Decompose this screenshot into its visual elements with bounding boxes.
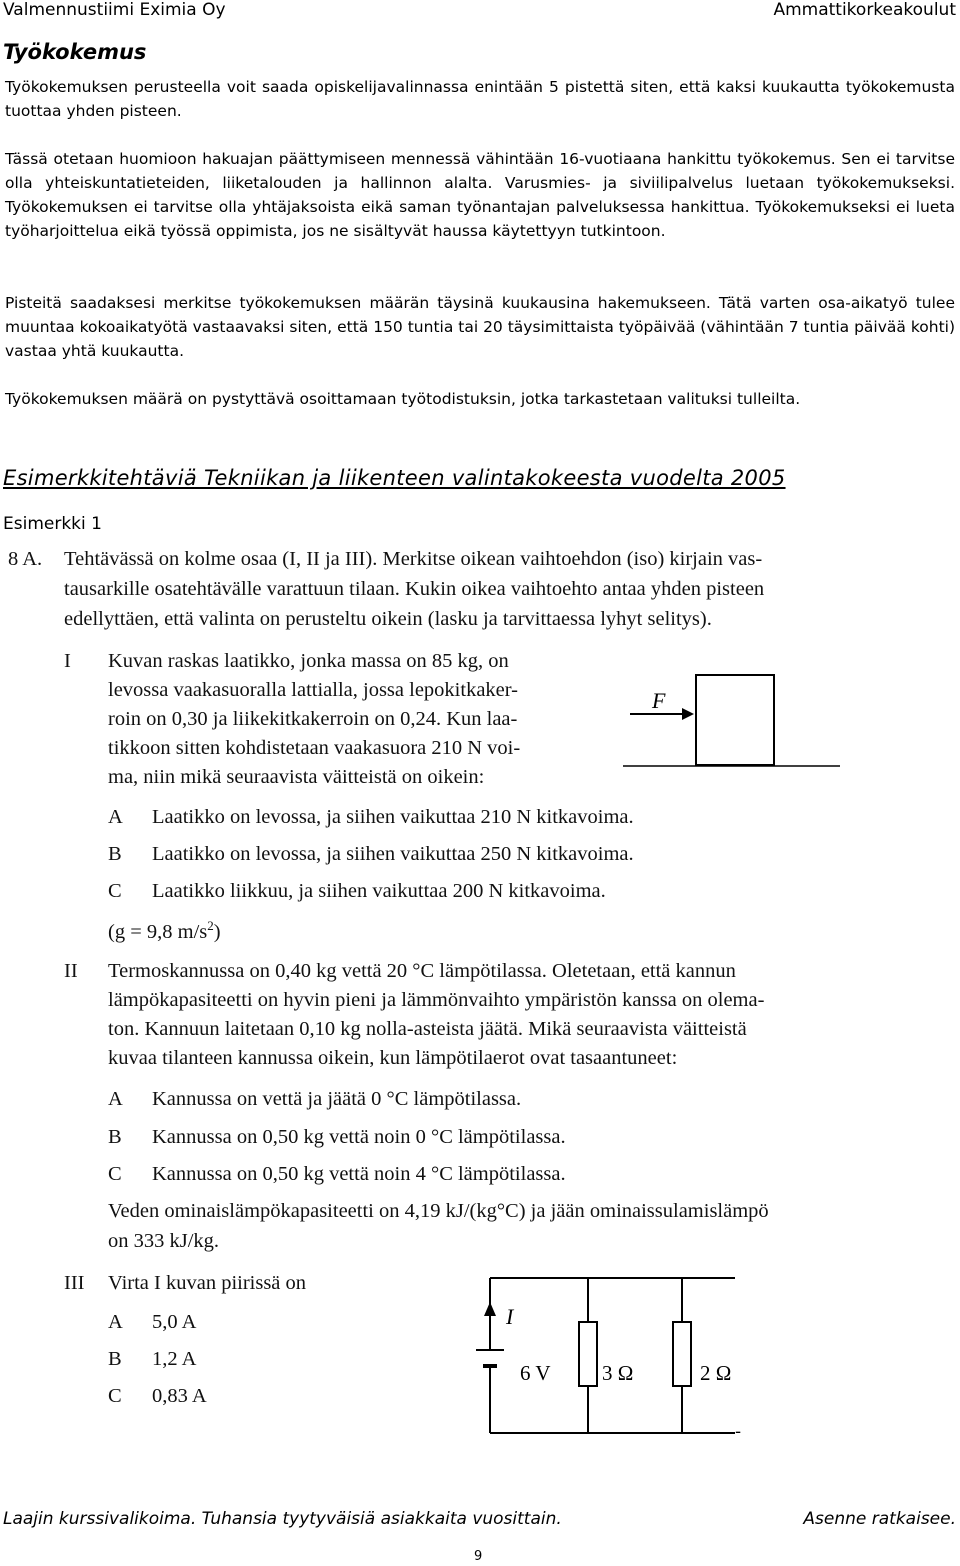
- footer-tagline: Asenne ratkaisee.: [803, 1509, 956, 1529]
- part-2-option-b: Kannussa on 0,50 kg vettä noin 0 °C lämpötilassa.: [152, 1126, 566, 1148]
- section-title: Työkokemus: [3, 40, 147, 64]
- part-1-option-c-letter: C: [108, 880, 122, 902]
- part-2-number: II: [64, 960, 78, 982]
- task-intro-line-3: edellyttäen, että valinta on perusteltu oikein (lasku ja tarvittaessa lyhyt selitys).: [64, 608, 712, 630]
- part-2-option-a: Kannussa on vettä ja jäätä 0 °C lämpötilassa.: [152, 1088, 522, 1110]
- part-2-note-1: Veden ominaislämpökapasiteetti on 4,19 kJ/(kg°C) ja jään ominaissulamislämpö: [108, 1200, 769, 1222]
- part-3-option-c-letter: C: [108, 1385, 122, 1407]
- part-1-line-4: tikkoon sitten kohdistetaan vaakasuora 210 N voi-: [108, 737, 521, 759]
- part-1-option-b-letter: B: [108, 843, 122, 865]
- paragraph-2: Tässä otetaan huomioon hakuajan päättymiseen mennessä vähintään 16-vuotiaana hankittu työkokemus. Sen ei tarvitse olla yhteiskuntatieteiden, liiketalouden ja hallinnon alalta. Varusmies- ja siviilipalvelus luetaan työkokemukseksi. Työkokemuksen ei tarvitse olla yhtäjaksoista eikä saman työnantajan palveluksessa hankittua. Työkokemukseksi ei lueta työharjoittelua eikä työssä oppimista, jos ne sisältyvät haussa käytettyyn tutkintoon.: [5, 150, 955, 240]
- part-2-option-b-letter: B: [108, 1126, 122, 1148]
- task-intro-line-1: Tehtävässä on kolme osaa (I, II ja III). Merkitse oikean vaihtoehdon (iso) kirjain vas-: [64, 548, 763, 570]
- header-institution: Ammattikorkeakoulut: [773, 0, 956, 20]
- part-1-option-a-letter: A: [108, 806, 123, 828]
- part-1-number: I: [64, 650, 71, 672]
- stray-dash: -: [735, 1422, 742, 1442]
- part-2-line-3: ton. Kannuun laitetaan 0,10 kg nolla-asteista jäätä. Mikä seuraavista väitteistä: [108, 1018, 747, 1040]
- task-number: 8 A.: [8, 548, 43, 570]
- part-1-line-2: levossa vaakasuoralla lattialla, jossa lepokitkaker-: [108, 679, 519, 701]
- part-2-option-c-letter: C: [108, 1163, 122, 1185]
- box-force-diagram: [620, 668, 845, 768]
- examples-title: Esimerkkitehtäviä Tekniikan ja liikenteen valintakokeesta vuodelta 2005: [3, 466, 786, 490]
- task-intro-line-2: tausarkille osatehtävälle varattuun tilaan. Kukin oikea vaihtoehto antaa yhden pisteen: [64, 578, 765, 600]
- paragraph-1: Työkokemuksen perusteella voit saada opiskelijavalinnassa enintään 5 pistettä siten, että kaksi kuukautta työkokemusta tuottaa yhden pisteen.: [5, 78, 955, 120]
- part-1-option-a: Laatikko on levossa, ja siihen vaikuttaa 210 N kitkavoima.: [152, 806, 634, 828]
- part-3-number: III: [64, 1272, 85, 1294]
- part-2-line-1: Termoskannussa on 0,40 kg vettä 20 °C lämpötilassa. Oletetaan, että kannun: [108, 960, 736, 982]
- part-1-line-3: roin on 0,30 ja liikekitkakerroin on 0,24. Kun laa-: [108, 708, 518, 730]
- part-2-note-2: on 333 kJ/kg.: [108, 1230, 220, 1252]
- part-1-option-b: Laatikko on levossa, ja siihen vaikuttaa 250 N kitkavoima.: [152, 843, 634, 865]
- part-2-option-a-letter: A: [108, 1088, 123, 1110]
- exam-task: [0, 538, 960, 1438]
- page-number: 9: [474, 1549, 483, 1564]
- part-1-gravity-note: (g = 9,8 $m/s^2$): [108, 918, 221, 943]
- part-3-line-1: Virta I kuvan piirissä on: [108, 1272, 307, 1294]
- circuit-diagram: [470, 1268, 760, 1443]
- part-1-line-1: Kuvan raskas laatikko, jonka massa on 85 kg, on: [108, 650, 509, 672]
- resistor-1-label: 3 Ω: [602, 1361, 634, 1385]
- part-3-option-b: 1,2 A: [152, 1348, 197, 1370]
- part-3-option-b-letter: B: [108, 1348, 122, 1370]
- paragraph-3: Pisteitä saadaksesi merkitse työkokemuksen määrän täysinä kuukausina hakemukseen. Tätä varten osa-aikatyö tulee muuntaa kokoaikatyötä vastaavaksi siten, että 150 tuntia tai 20 täysimittaista työpäivää (vähintään 7 tuntia päivää kohti) vastaa yhtä kuukautta.: [5, 294, 955, 360]
- example-label: Esimerkki 1: [3, 514, 102, 534]
- footer-slogan: Laajin kurssivalikoima. Tuhansia tyytyväisiä asiakkaita vuosittain.: [3, 1509, 562, 1529]
- part-3-option-c: 0,83 A: [152, 1385, 207, 1407]
- resistor-2-label: 2 Ω: [700, 1361, 732, 1385]
- current-label: I: [506, 1304, 514, 1329]
- part-1-line-5: ma, niin mikä seuraavista väitteistä on oikein:: [108, 766, 485, 788]
- force-label: F: [652, 688, 666, 713]
- header-company: Valmennustiimi Eximia Oy: [3, 0, 226, 20]
- battery-label: 6 V: [520, 1361, 551, 1385]
- paragraph-4: Työkokemuksen määrä on pystyttävä osoittamaan työtodistuksin, jotka tarkastetaan valituksi tulleilta.: [5, 390, 801, 408]
- part-2-option-c: Kannussa on 0,50 kg vettä noin 4 °C lämpötilassa.: [152, 1163, 566, 1185]
- part-2-line-2: lämpökapasiteetti on hyvin pieni ja lämmönvaihto ympäristön kanssa on olema-: [108, 989, 765, 1011]
- part-3-option-a: 5,0 A: [152, 1311, 197, 1333]
- part-2-line-4: kuvaa tilanteen kannussa oikein, kun lämpötilaerot ovat tasaantuneet:: [108, 1047, 678, 1069]
- part-3-option-a-letter: A: [108, 1311, 123, 1333]
- part-1-option-c: Laatikko liikkuu, ja siihen vaikuttaa 200 N kitkavoima.: [152, 880, 606, 902]
